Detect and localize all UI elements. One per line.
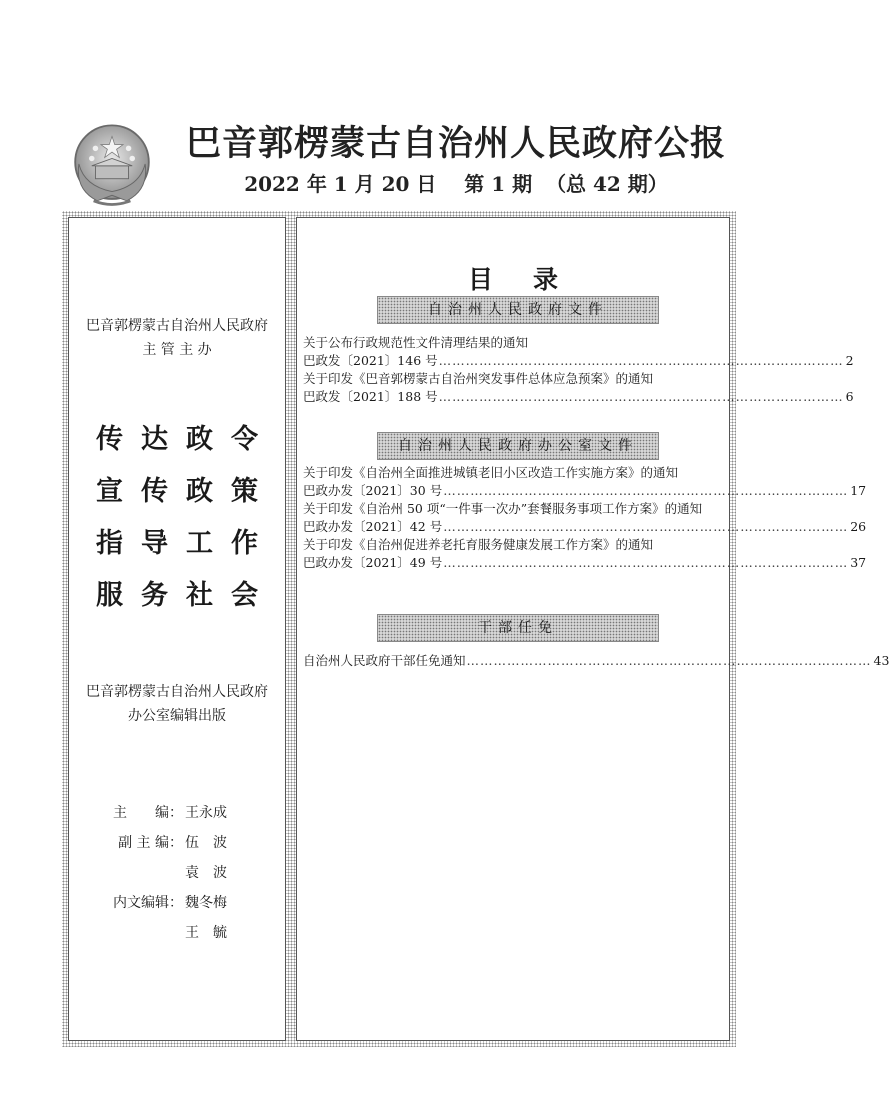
entry-page: 6 [845,389,854,404]
editor-label: 内文编辑： [113,895,183,911]
entry-doc-number: 巴政办发〔2021〕49 号 [303,555,443,570]
editor-row [113,798,227,828]
section-entries [303,334,854,406]
publisher-block [69,680,285,728]
section-heading: 自治州人民政府办公室文件 [377,432,659,460]
leader-dots: ……………………………………………………………………………… [438,353,844,368]
table-of-contents [296,217,889,1041]
leader-dots: ……………………………………………………………………………… [443,555,849,570]
leader-dots: ……………………………………………………………………………… [438,389,844,404]
toc-entry-link[interactable] [303,518,867,536]
editor-name: 伍 波 [185,835,227,851]
section-heading: 干部任免 [377,614,659,642]
entry-doc-number: 巴政办发〔2021〕30 号 [303,483,443,498]
toc-entry-link[interactable] [303,388,854,406]
editor-row [113,888,227,918]
entry-title: 关于印发《自治州 50 项“一件事一次办”套餐服务事项工作方案》的通知 [303,501,703,516]
gazette-title: 巴音郭楞蒙古自治州人民政府公报 [185,123,726,164]
toc-entry-link[interactable] [303,652,889,670]
entry-page: 43 [873,653,889,668]
editor-row [113,828,227,858]
toc-entry-link[interactable] [303,352,854,370]
sponsor-name: 巴音郭楞蒙古自治州人民政府 [86,318,268,334]
content-frame [62,211,889,1047]
editor-name: 魏冬梅 [185,895,227,911]
entry-page: 26 [850,519,867,534]
editor-name: 王 毓 [185,925,227,941]
entry-title: 关于印发《巴音郭楞蒙古自治州突发事件总体应急预案》的通知 [303,371,654,386]
national-emblem-icon [66,118,158,210]
masthead-panel [68,217,286,1041]
slogan-line: 宣传政策 [96,476,276,507]
section-entries [303,464,867,572]
slogan-line: 服务社会 [96,580,276,611]
leader-dots: ……………………………………………………………………………… [466,653,872,668]
slogans [69,414,285,622]
editor-label: 副 主 编： [118,835,183,851]
section-entries [303,652,889,670]
entry-page: 2 [845,353,854,368]
publisher-name: 巴音郭楞蒙古自治州人民政府 [86,684,268,700]
issue-info: 2022 年 1 月 20 日 第 1 期 （总 42 期） [244,172,668,196]
entry-doc-number: 巴政发〔2021〕188 号 [303,389,438,404]
editor-name: 袁 波 [185,865,227,881]
publisher-role: 办公室编辑出版 [128,708,226,724]
slogan-line: 传达政令 [96,424,276,455]
entry-doc-number: 自治州人民政府干部任免通知 [303,653,466,668]
sponsor-role: 主 管 主 办 [142,342,212,358]
toc-title: 目录 [467,265,598,294]
entry-title: 关于印发《自治州促进养老托育服务健康发展工作方案》的通知 [303,537,654,552]
toc-entry-link[interactable] [303,554,867,572]
editor-list [113,798,227,948]
sponsor-block [69,314,285,362]
entry-doc-number: 巴政办发〔2021〕42 号 [303,519,443,534]
editor-row [113,858,227,888]
entry-page: 37 [850,555,867,570]
entry-doc-number: 巴政发〔2021〕146 号 [303,353,438,368]
slogan-line: 指导工作 [96,528,276,559]
toc-entry-link[interactable] [303,482,867,500]
editor-name: 王永成 [185,805,227,821]
entry-page: 17 [850,483,867,498]
section-heading: 自治州人民政府文件 [377,296,659,324]
editor-label: 主 编： [113,805,183,821]
editor-row [113,918,227,948]
leader-dots: ……………………………………………………………………………… [443,483,849,498]
entry-title: 关于公布行政规范性文件清理结果的通知 [303,335,529,350]
leader-dots: ……………………………………………………………………………… [443,519,849,534]
entry-title: 关于印发《自治州全面推进城镇老旧小区改造工作实施方案》的通知 [303,465,679,480]
